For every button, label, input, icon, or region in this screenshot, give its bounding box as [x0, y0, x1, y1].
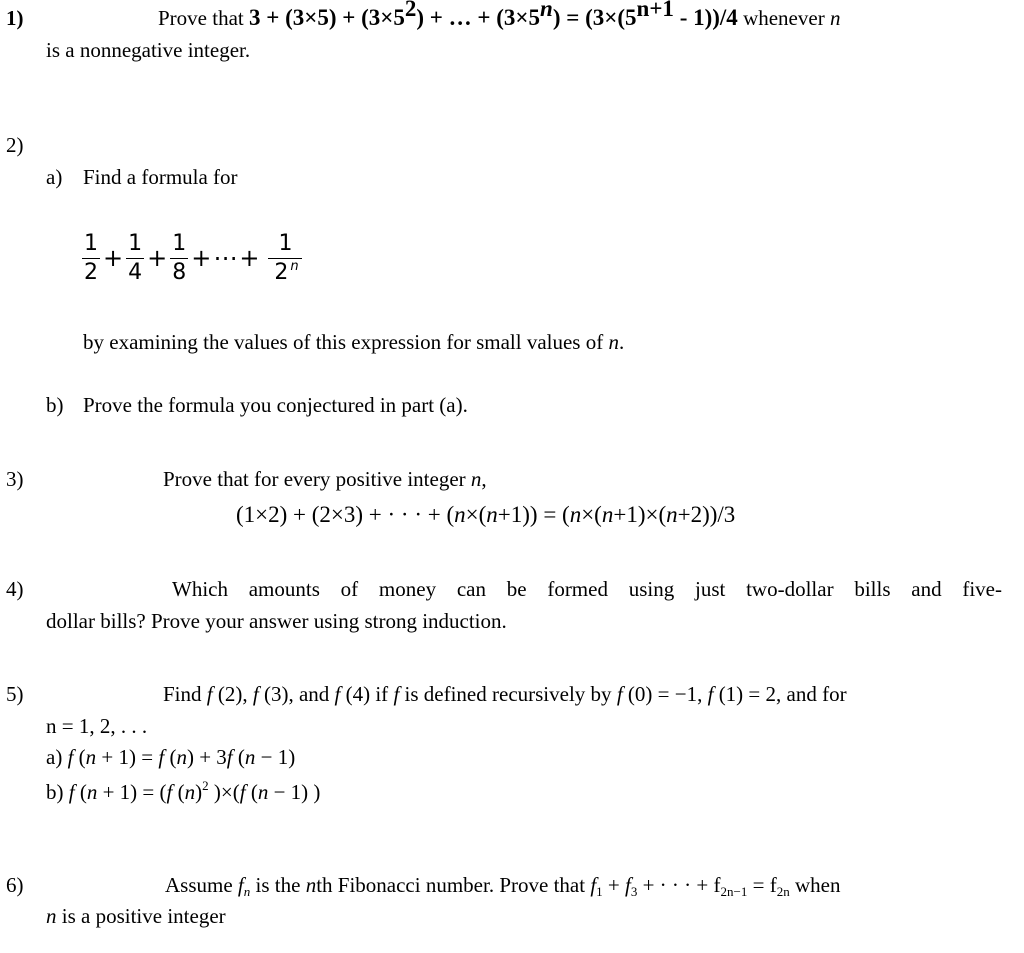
math-text-segment: +2))/3	[677, 502, 736, 527]
problem-6-line2	[46, 904, 226, 928]
math-text-segment: is defined recursively by	[399, 682, 617, 706]
math-text-segment: (	[245, 780, 258, 804]
problem-5a	[46, 745, 295, 769]
math-text-segment: )×(	[208, 780, 240, 804]
math-text-segment: (0) = −1,	[622, 682, 708, 706]
math-text-segment: f	[625, 873, 631, 897]
math-text-segment: (	[172, 780, 185, 804]
math-text-segment: − 1)	[255, 745, 296, 769]
math-text-segment: 2	[274, 259, 289, 285]
math-text-segment: +	[147, 244, 168, 273]
math-text-segment: 3	[630, 884, 638, 899]
math-text-segment: 2	[404, 0, 417, 21]
math-text-segment: n	[569, 502, 582, 527]
math-text-segment: f	[226, 745, 233, 769]
math-text-segment: 4	[128, 259, 143, 285]
math-text-segment: f	[252, 682, 259, 706]
fraction-1-8	[170, 230, 188, 287]
math-text-segment: f	[67, 745, 74, 769]
math-text-segment: f	[334, 682, 341, 706]
math-text-segment: − 1) )	[268, 780, 321, 804]
math-text-segment: 8	[172, 259, 187, 285]
math-text-segment: n	[601, 502, 614, 527]
problem-1-number: 1)	[6, 6, 24, 30]
math-text-segment: ×(	[581, 502, 602, 527]
problem-4-line1: Which amounts of money can be formed using just two-dollar bills and five-	[172, 577, 1002, 601]
problem-1-line2: is a nonnegative integer.	[46, 38, 251, 62]
problem-1-statement	[158, 0, 841, 30]
math-text-segment: + · · · + f	[637, 873, 721, 897]
math-text-segment: a)	[46, 745, 68, 769]
math-text-segment: Prove that	[158, 6, 249, 30]
math-text-segment: ,	[481, 467, 487, 491]
math-text-segment: - 1))/4	[673, 5, 738, 30]
math-text-segment: (1×2) + (2×3) + · · · + (	[236, 502, 455, 527]
math-text-segment: ) + … + (3×5	[416, 5, 541, 30]
math-text-segment: Assume	[165, 873, 238, 897]
problem-5-statement	[163, 682, 847, 706]
math-text-segment: 2	[84, 259, 98, 285]
math-text-segment: 2n−1	[720, 884, 748, 899]
math-text-segment: is a positive integer	[56, 904, 226, 928]
fraction-1-2n	[268, 230, 302, 287]
math-text-segment: f	[158, 745, 165, 769]
math-text-segment: n	[176, 745, 187, 769]
problem-6-statement	[165, 873, 840, 897]
math-text-segment: f	[237, 873, 244, 897]
problem-5b	[46, 780, 320, 804]
math-text-segment: 2	[202, 778, 209, 793]
math-text-segment: +	[239, 244, 260, 273]
math-text-segment: n	[290, 258, 299, 274]
problem-5-number: 5)	[6, 682, 24, 706]
math-text-segment: n	[86, 780, 98, 804]
math-text-segment: n	[470, 467, 482, 491]
math-text-segment: is the	[250, 873, 306, 897]
math-text-segment: f	[393, 682, 400, 706]
math-text-segment: n	[540, 0, 553, 21]
math-text-segment: n	[486, 502, 498, 527]
math-text-segment: ⋯	[213, 244, 238, 273]
math-text-segment: +	[191, 244, 212, 273]
problem-3-number: 3)	[6, 467, 24, 491]
math-text-segment: + 1) =	[96, 745, 159, 769]
fraction-1-4	[126, 230, 144, 287]
math-text-segment: (2),	[212, 682, 253, 706]
math-text-segment: +1)) = (	[497, 502, 570, 527]
math-text-segment: n	[829, 6, 841, 30]
math-text-segment: .	[618, 330, 625, 354]
math-text-segment: +1)×(	[613, 502, 667, 527]
math-text-segment: 1	[82, 230, 100, 259]
math-text-segment: th Fibonacci number. Prove that	[316, 873, 591, 897]
math-text-segment: f	[206, 682, 213, 706]
math-text-segment: n	[46, 904, 57, 928]
math-text-segment: +	[103, 244, 124, 273]
math-text-segment: ×(	[465, 502, 487, 527]
math-text-segment: Find	[163, 682, 207, 706]
math-text-segment	[270, 259, 300, 287]
math-text-segment: )	[195, 780, 203, 804]
math-text-segment: when	[789, 873, 841, 897]
math-text-segment: 1	[170, 230, 188, 259]
math-text-segment: (3), and	[258, 682, 335, 706]
math-text-segment: f	[239, 780, 246, 804]
math-text-segment: (	[73, 745, 86, 769]
math-text-segment: ) = (3×(5	[552, 5, 637, 30]
math-text-segment: n	[257, 780, 269, 804]
math-text-segment: f	[707, 682, 714, 706]
math-text-segment: n	[184, 780, 196, 804]
math-text-segment: n	[85, 745, 97, 769]
problem-2a-instruction	[83, 330, 624, 354]
problem-4-line2: dollar bills? Prove your answer using strong induction.	[46, 609, 507, 633]
math-text-segment: (	[232, 745, 245, 769]
problem-3-equation	[236, 503, 735, 527]
problem-2a-label: a)	[46, 165, 63, 189]
math-text-segment: by examining the values of this expression for small values of	[83, 330, 609, 354]
math-text-segment: whenever	[737, 6, 830, 30]
math-text-segment: 1	[268, 230, 302, 259]
math-text-segment: f	[616, 682, 623, 706]
problem-4-number: 4)	[6, 577, 24, 601]
problem-5-line2: n = 1, 2, . . .	[46, 714, 148, 738]
math-text-segment: n	[243, 884, 251, 899]
math-text-segment: ) + 3	[186, 745, 227, 769]
problem-2b-label: b)	[46, 393, 64, 417]
math-text-segment: (	[74, 780, 87, 804]
math-text-segment: +	[602, 873, 625, 897]
math-text-segment: f	[590, 873, 597, 897]
math-text-segment: = f	[747, 873, 777, 897]
math-text-segment: n+1	[636, 0, 674, 21]
math-text-segment: + 1) = (	[97, 780, 167, 804]
math-text-segment: n	[305, 873, 317, 897]
math-text-segment: Prove that for every positive integer	[163, 467, 471, 491]
math-text-segment: 1	[596, 884, 603, 899]
problem-6-number: 6)	[6, 873, 24, 897]
math-text-segment: 2n	[776, 884, 790, 899]
math-text-segment: 1	[126, 230, 144, 259]
math-text-segment: f	[166, 780, 173, 804]
math-text-segment: n	[454, 502, 466, 527]
problem-2-number: 2)	[6, 133, 24, 157]
math-text-segment: b)	[46, 780, 69, 804]
problem-2a-text: Find a formula for	[83, 165, 238, 189]
math-text-segment: (1) = 2, and for	[713, 682, 847, 706]
problem-2b-text: Prove the formula you conjectured in part (a).	[83, 393, 468, 417]
fraction-1-2	[82, 230, 100, 287]
math-text-segment: (4) if	[340, 682, 394, 706]
math-text-segment: (	[164, 745, 177, 769]
math-text-segment: n	[608, 330, 619, 354]
math-text-segment: n	[666, 502, 678, 527]
math-text-segment: f	[68, 780, 75, 804]
math-text-segment: n	[244, 745, 256, 769]
series-expression	[80, 226, 304, 288]
math-text-segment: 3 + (3×5) + (3×5	[248, 5, 405, 30]
problem-3-statement	[163, 467, 487, 491]
